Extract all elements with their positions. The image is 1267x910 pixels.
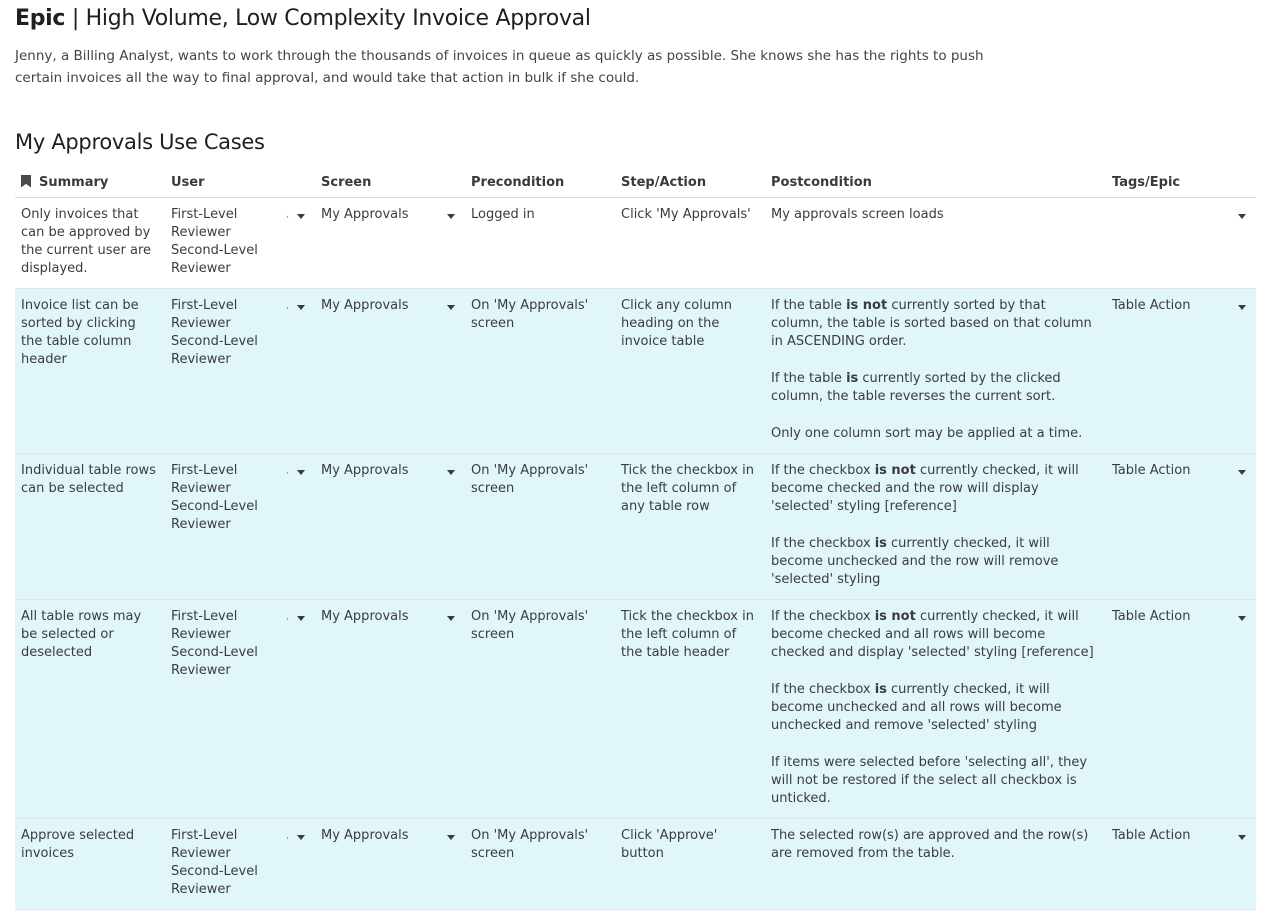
separator-mark: ,	[286, 831, 289, 841]
chevron-down-icon[interactable]	[297, 214, 305, 219]
separator-mark: ,	[286, 210, 289, 220]
tags-cell[interactable]	[1106, 454, 1256, 600]
postcondition-text: currently checked, it will become checked and all rows will become checked and display 'selected' styling [reference]	[771, 609, 1094, 660]
postcondition-paragraph	[771, 425, 1100, 443]
chevron-down-icon[interactable]	[297, 835, 305, 840]
emphasis-text: is	[874, 682, 887, 697]
screen-value: My Approvals	[321, 609, 409, 624]
screen-cell[interactable]	[315, 454, 465, 600]
emphasis-text: is not	[874, 609, 916, 624]
column-header-precondition[interactable]: Precondition	[465, 168, 615, 198]
postcondition-text: If the checkbox	[771, 609, 875, 624]
epic-description: Jenny, a Billing Analyst, wants to work through the thousands of invoices in queue as quickly as possible. She knows she has the rights to push certain invoices all the way to final approval, and would take that action in bulk if she could.	[15, 48, 984, 86]
precondition-cell[interactable]: On 'My Approvals' screen	[465, 289, 615, 454]
screen-cell[interactable]	[315, 198, 465, 289]
chevron-down-icon[interactable]	[447, 616, 455, 621]
postcondition-text: currently sorted by the clicked column, the table reverses the current sort.	[771, 371, 1061, 404]
separator-mark: ,	[286, 612, 289, 622]
user-cell[interactable]	[165, 289, 315, 454]
chevron-down-icon[interactable]	[447, 214, 455, 219]
step-cell[interactable]: Tick the checkbox in the left column of the table header	[615, 600, 765, 819]
postcondition-cell[interactable]	[765, 819, 1106, 910]
postcondition-paragraph	[771, 681, 1100, 735]
postcondition-text: If the checkbox	[771, 536, 875, 551]
screen-cell[interactable]	[315, 600, 465, 819]
separator-mark: ,	[286, 466, 289, 476]
screen-cell[interactable]	[315, 289, 465, 454]
postcondition-text: If the table	[771, 298, 847, 313]
chevron-down-icon[interactable]	[297, 305, 305, 310]
table-body	[15, 198, 1256, 910]
column-header-summary[interactable]: Summary	[15, 168, 165, 198]
tag-value: Table Action	[1112, 828, 1191, 843]
tags-cell[interactable]	[1106, 600, 1256, 819]
user-role: First-Level Reviewer	[171, 609, 238, 642]
user-role: Second-Level Reviewer	[171, 334, 258, 367]
step-cell[interactable]: Click any column heading on the invoice table	[615, 289, 765, 454]
postcondition-paragraph	[771, 297, 1100, 351]
screen-value: My Approvals	[321, 298, 409, 313]
chevron-down-icon[interactable]	[1238, 616, 1246, 621]
chevron-down-icon[interactable]	[447, 470, 455, 475]
postcondition-text: currently checked, it will become unchecked and the row will remove 'selected' styling	[771, 536, 1059, 587]
column-header-tags[interactable]: Tags/Epic	[1106, 168, 1256, 198]
tag-value: Table Action	[1112, 463, 1191, 478]
user-role: First-Level Reviewer	[171, 298, 238, 331]
table-row[interactable]	[15, 600, 1256, 819]
postcondition-cell[interactable]	[765, 198, 1106, 289]
summary-cell[interactable]: Individual table rows can be selected	[15, 454, 165, 600]
user-cell[interactable]	[165, 198, 315, 289]
precondition-cell[interactable]: On 'My Approvals' screen	[465, 454, 615, 600]
user-cell[interactable]	[165, 819, 315, 910]
postcondition-paragraph	[771, 370, 1100, 406]
chevron-down-icon[interactable]	[447, 305, 455, 310]
screen-cell[interactable]	[315, 819, 465, 910]
postcondition-paragraph	[771, 535, 1100, 589]
tag-value: Table Action	[1112, 609, 1191, 624]
section-title: My Approvals Use Cases	[15, 130, 265, 154]
epic-label: Epic	[15, 6, 66, 31]
chevron-down-icon[interactable]	[297, 470, 305, 475]
tags-cell[interactable]	[1106, 289, 1256, 454]
postcondition-text: currently sorted by that column, the table is sorted based on that column in ASCENDING order.	[771, 298, 1092, 349]
postcondition-text: If the checkbox	[771, 463, 875, 478]
summary-cell[interactable]: Invoice list can be sorted by clicking the table column header	[15, 289, 165, 454]
tags-cell[interactable]	[1106, 198, 1256, 289]
postcondition-text: Only one column sort may be applied at a time.	[771, 426, 1083, 441]
postcondition-paragraph	[771, 206, 1100, 224]
epic-name: High Volume, Low Complexity Invoice Approval	[85, 6, 591, 31]
user-role: First-Level Reviewer	[171, 463, 238, 496]
summary-cell[interactable]: Approve selected invoices	[15, 819, 165, 910]
precondition-cell[interactable]: On 'My Approvals' screen	[465, 600, 615, 819]
precondition-cell[interactable]: On 'My Approvals' screen	[465, 819, 615, 910]
summary-cell[interactable]: All table rows may be selected or deselected	[15, 600, 165, 819]
user-role: Second-Level Reviewer	[171, 645, 258, 678]
column-header-step[interactable]: Step/Action	[615, 168, 765, 198]
table-row[interactable]	[15, 454, 1256, 600]
postcondition-paragraph	[771, 608, 1100, 662]
step-cell[interactable]: Click 'Approve' button	[615, 819, 765, 910]
screen-value: My Approvals	[321, 207, 409, 222]
postcondition-cell[interactable]	[765, 454, 1106, 600]
column-header-user[interactable]: User	[165, 168, 315, 198]
chevron-down-icon[interactable]	[297, 616, 305, 621]
screen-value: My Approvals	[321, 828, 409, 843]
postcondition-paragraph	[771, 827, 1100, 863]
separator-mark: ,	[286, 301, 289, 311]
emphasis-text: is	[874, 536, 887, 551]
summary-cell[interactable]: Only invoices that can be approved by the current user are displayed.	[15, 198, 165, 289]
column-header-postcondition[interactable]: Postcondition	[765, 168, 1106, 198]
precondition-cell[interactable]: Logged in	[465, 198, 615, 289]
step-cell[interactable]: Click 'My Approvals'	[615, 198, 765, 289]
use-cases-table	[15, 168, 1256, 910]
chevron-down-icon[interactable]	[447, 835, 455, 840]
postcondition-text: The selected row(s) are approved and the row(s) are removed from the table.	[771, 828, 1089, 861]
chevron-down-icon[interactable]	[1238, 835, 1246, 840]
chevron-down-icon[interactable]	[1238, 470, 1246, 475]
user-role: Second-Level Reviewer	[171, 864, 258, 897]
postcondition-text: If the checkbox	[771, 682, 875, 697]
epic-title	[15, 6, 591, 31]
tags-cell[interactable]	[1106, 819, 1256, 910]
user-role: Second-Level Reviewer	[171, 243, 258, 276]
table-row[interactable]	[15, 289, 1256, 454]
emphasis-text: is not	[846, 298, 888, 313]
chevron-down-icon[interactable]	[1238, 305, 1246, 310]
emphasis-text: is not	[874, 463, 916, 478]
table-row[interactable]	[15, 819, 1256, 910]
postcondition-text: If the table	[771, 371, 847, 386]
tag-value: Table Action	[1112, 298, 1191, 313]
user-role: First-Level Reviewer	[171, 828, 238, 861]
postcondition-text: currently checked, it will become checked and the row will display 'selected' styling [reference]	[771, 463, 1079, 514]
chevron-down-icon[interactable]	[1238, 214, 1246, 219]
postcondition-cell[interactable]	[765, 289, 1106, 454]
table-header-row	[15, 168, 1256, 198]
postcondition-cell[interactable]	[765, 600, 1106, 819]
postcondition-text: My approvals screen loads	[771, 207, 944, 222]
postcondition-text: If items were selected before 'selecting all', they will not be restored if the select all checkbox is unticked.	[771, 755, 1088, 806]
epic-separator: |	[65, 6, 86, 31]
bookmark-icon	[21, 175, 31, 188]
user-role: Second-Level Reviewer	[171, 499, 258, 532]
column-header-screen[interactable]: Screen	[315, 168, 465, 198]
screen-value: My Approvals	[321, 463, 409, 478]
step-cell[interactable]: Tick the checkbox in the left column of any table row	[615, 454, 765, 600]
table-row[interactable]	[15, 198, 1256, 289]
user-cell[interactable]	[165, 454, 315, 600]
emphasis-text: is	[846, 371, 859, 386]
postcondition-text: currently checked, it will become unchecked and all rows will become unchecked and remove 'selected' styling	[771, 682, 1062, 733]
postcondition-paragraph	[771, 462, 1100, 516]
postcondition-paragraph	[771, 754, 1100, 808]
user-cell[interactable]	[165, 600, 315, 819]
user-role: First-Level Reviewer	[171, 207, 238, 240]
